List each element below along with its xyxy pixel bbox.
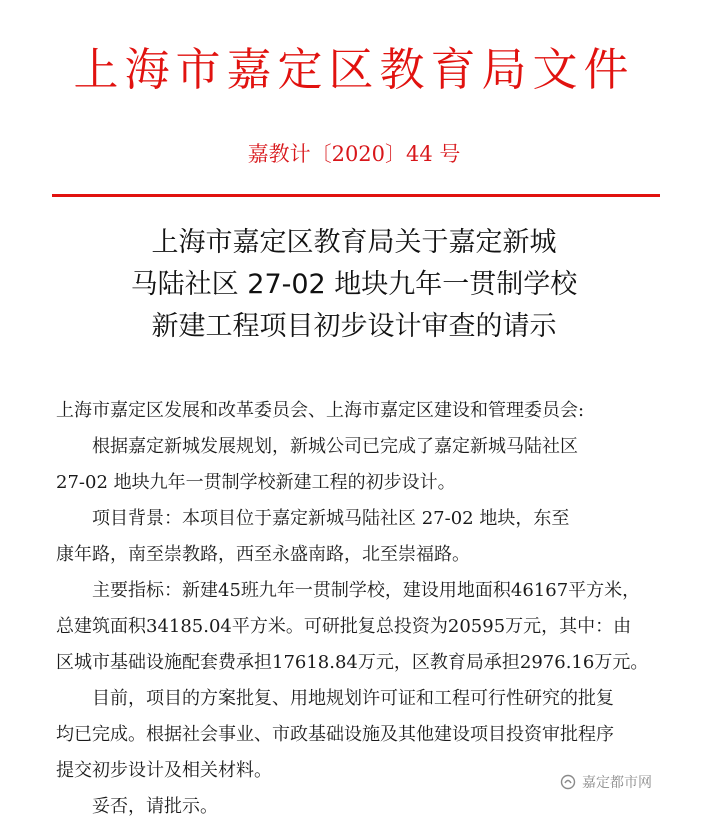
watermark-text: 嘉定都市网: [582, 775, 652, 791]
subject-line: 新建工程项目初步设计审查的请示: [151, 311, 557, 342]
subject-line: 上海市嘉定区教育局关于嘉定新城: [151, 227, 557, 258]
wechat-channel-icon: [560, 774, 576, 790]
closing-line: 妥否，请批示。: [92, 796, 218, 817]
body-line: 根据嘉定新城发展规划，新城公司已完成了嘉定新城马陆社区: [92, 436, 578, 457]
document-header-title: 上海市嘉定区教育局文件: [73, 43, 635, 96]
body-line: 康年路，南至崇教路，西至永盛南路，北至崇福路。: [56, 544, 470, 565]
body-line: 总建筑面积34185.04平方米。可研批复总投资为20595万元，其中：由: [56, 616, 632, 637]
document-subject: [0, 222, 708, 348]
body-line: 区城市基础设施配套费承担17618.84万元，区教育局承担2976.16万元。: [56, 652, 649, 673]
subject-line: 马陆社区 27-02 地块九年一贯制学校: [130, 269, 578, 300]
body-line: 27-02 地块九年一贯制学校新建工程的初步设计。: [56, 472, 456, 493]
body-line: 主要指标：新建45班九年一贯制学校，建设用地面积46167平方米，: [92, 580, 641, 601]
body-line: 项目背景：本项目位于嘉定新城马陆社区 27-02 地块，东至: [92, 508, 570, 529]
addressee-line: 上海市嘉定区发展和改革委员会、上海市嘉定区建设和管理委员会:: [56, 400, 585, 421]
red-divider-rule: [52, 194, 660, 197]
body-line: 目前，项目的方案批复、用地规划许可证和工程可行性研究的批复: [92, 688, 614, 709]
body-line: 均已完成。根据社会事业、市政基础设施及其他建设项目投资审批程序: [56, 724, 614, 745]
document-number: 嘉教计〔2020〕44 号: [247, 142, 461, 166]
watermark: [560, 770, 708, 794]
document-body: [56, 393, 666, 825]
body-line: 提交初步设计及相关材料。: [56, 760, 272, 781]
